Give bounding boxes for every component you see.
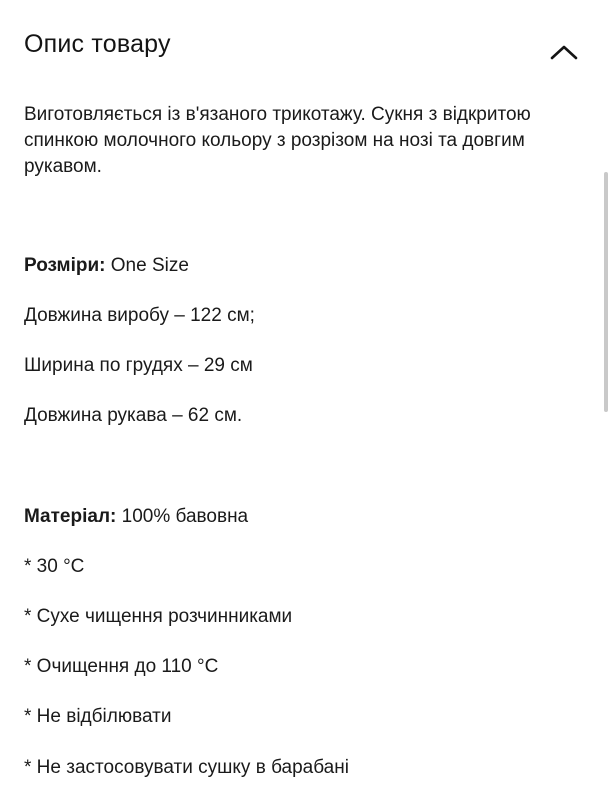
material-line xyxy=(24,504,248,530)
description-text: Виготовляється із в'язаного трикотажу. Сукня з відкритою спинкою молочного кольору з розрізом на нозі та довгим рукавом. xyxy=(24,104,531,177)
scrollbar[interactable] xyxy=(604,172,608,412)
care-item-no-tumble-dry: * Не застосовувати сушку в барабані xyxy=(24,757,349,778)
care-item-iron: * Очищення до 110 °C xyxy=(24,656,219,677)
sizes-value: One Size xyxy=(105,255,189,276)
care-item-no-bleach: * Не відбілювати xyxy=(24,706,172,727)
sizes-line xyxy=(24,253,189,279)
chevron-up-icon xyxy=(549,43,579,61)
care-item-wash: * 30 °C xyxy=(24,556,85,577)
sizes-label: Розміри: xyxy=(24,255,106,276)
care-item-dry-clean: * Сухе чищення розчинниками xyxy=(24,606,293,627)
size-item-chest: Ширина по грудях – 29 см xyxy=(24,355,253,376)
material-label: Матеріал: xyxy=(24,506,117,527)
material-value: 100% бавовна xyxy=(116,506,249,527)
section-title: Опис товару xyxy=(24,30,171,58)
product-description xyxy=(24,102,584,180)
collapse-button[interactable] xyxy=(548,36,580,68)
size-item-length: Довжина виробу – 122 см; xyxy=(24,305,255,326)
section-header[interactable] xyxy=(24,26,588,74)
size-item-sleeve: Довжина рукава – 62 см. xyxy=(24,405,243,426)
